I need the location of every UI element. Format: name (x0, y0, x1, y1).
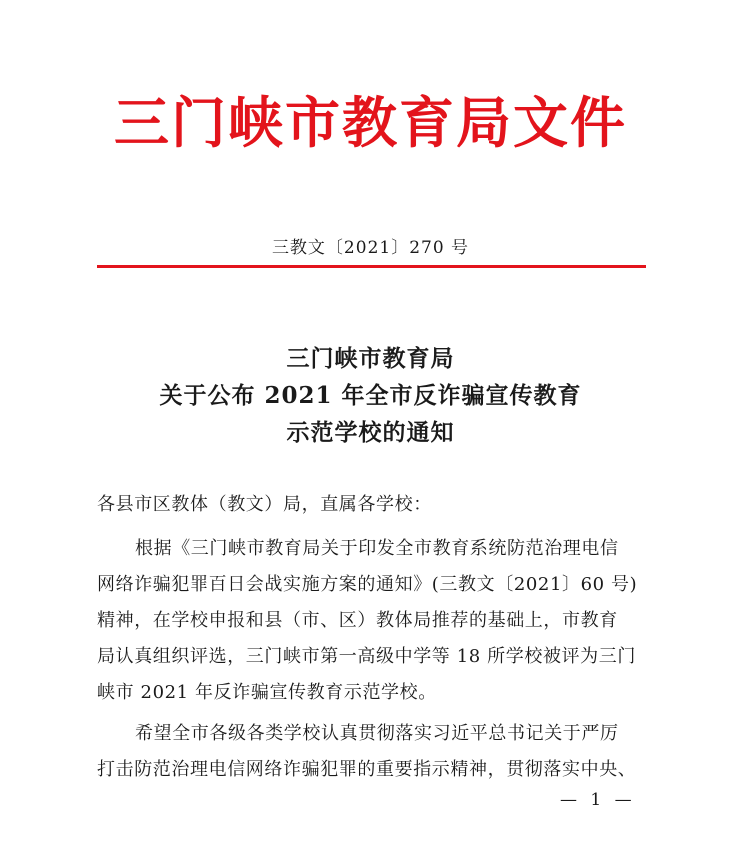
document-number: 三教文〔2021〕270 号 (271, 238, 470, 258)
body-paragraph-2 (97, 716, 652, 788)
paragraph-line: 根据《三门峡市教育局关于印发全市教育系统防范治理电信 (135, 538, 619, 559)
paragraph-line: 精神，在学校申报和县（市、区）教体局推荐的基础上，市教育 (97, 610, 618, 631)
body-paragraph-1 (97, 531, 652, 711)
salutation: 各县市区教体（教文）局，直属各学校： (97, 494, 432, 515)
red-divider-line (97, 265, 646, 268)
paragraph-line: 希望全市各级各类学校认真贯彻落实习近平总书记关于严厉 (135, 723, 619, 744)
title-line-2: 关于公布 2021 年全市反诈骗宣传教育 (159, 382, 582, 409)
notice-title (0, 340, 741, 451)
issuer-banner: 三门峡市教育局文件 (113, 90, 627, 155)
paragraph-line: 峡市 2021 年反诈骗宣传教育示范学校。 (97, 682, 437, 703)
title-line-3: 示范学校的通知 (286, 419, 455, 446)
page-number: — 1 — (560, 790, 636, 810)
title-line-1: 三门峡市教育局 (286, 345, 455, 372)
paragraph-line: 网络诈骗犯罪百日会战实施方案的通知》(三教文〔2021〕60 号) (97, 574, 638, 595)
paragraph-line: 打击防范治理电信网络诈骗犯罪的重要指示精神，贯彻落实中央、 (97, 759, 637, 780)
paragraph-line: 局认真组织评选，三门峡市第一高级中学等 18 所学校被评为三门 (97, 646, 636, 667)
